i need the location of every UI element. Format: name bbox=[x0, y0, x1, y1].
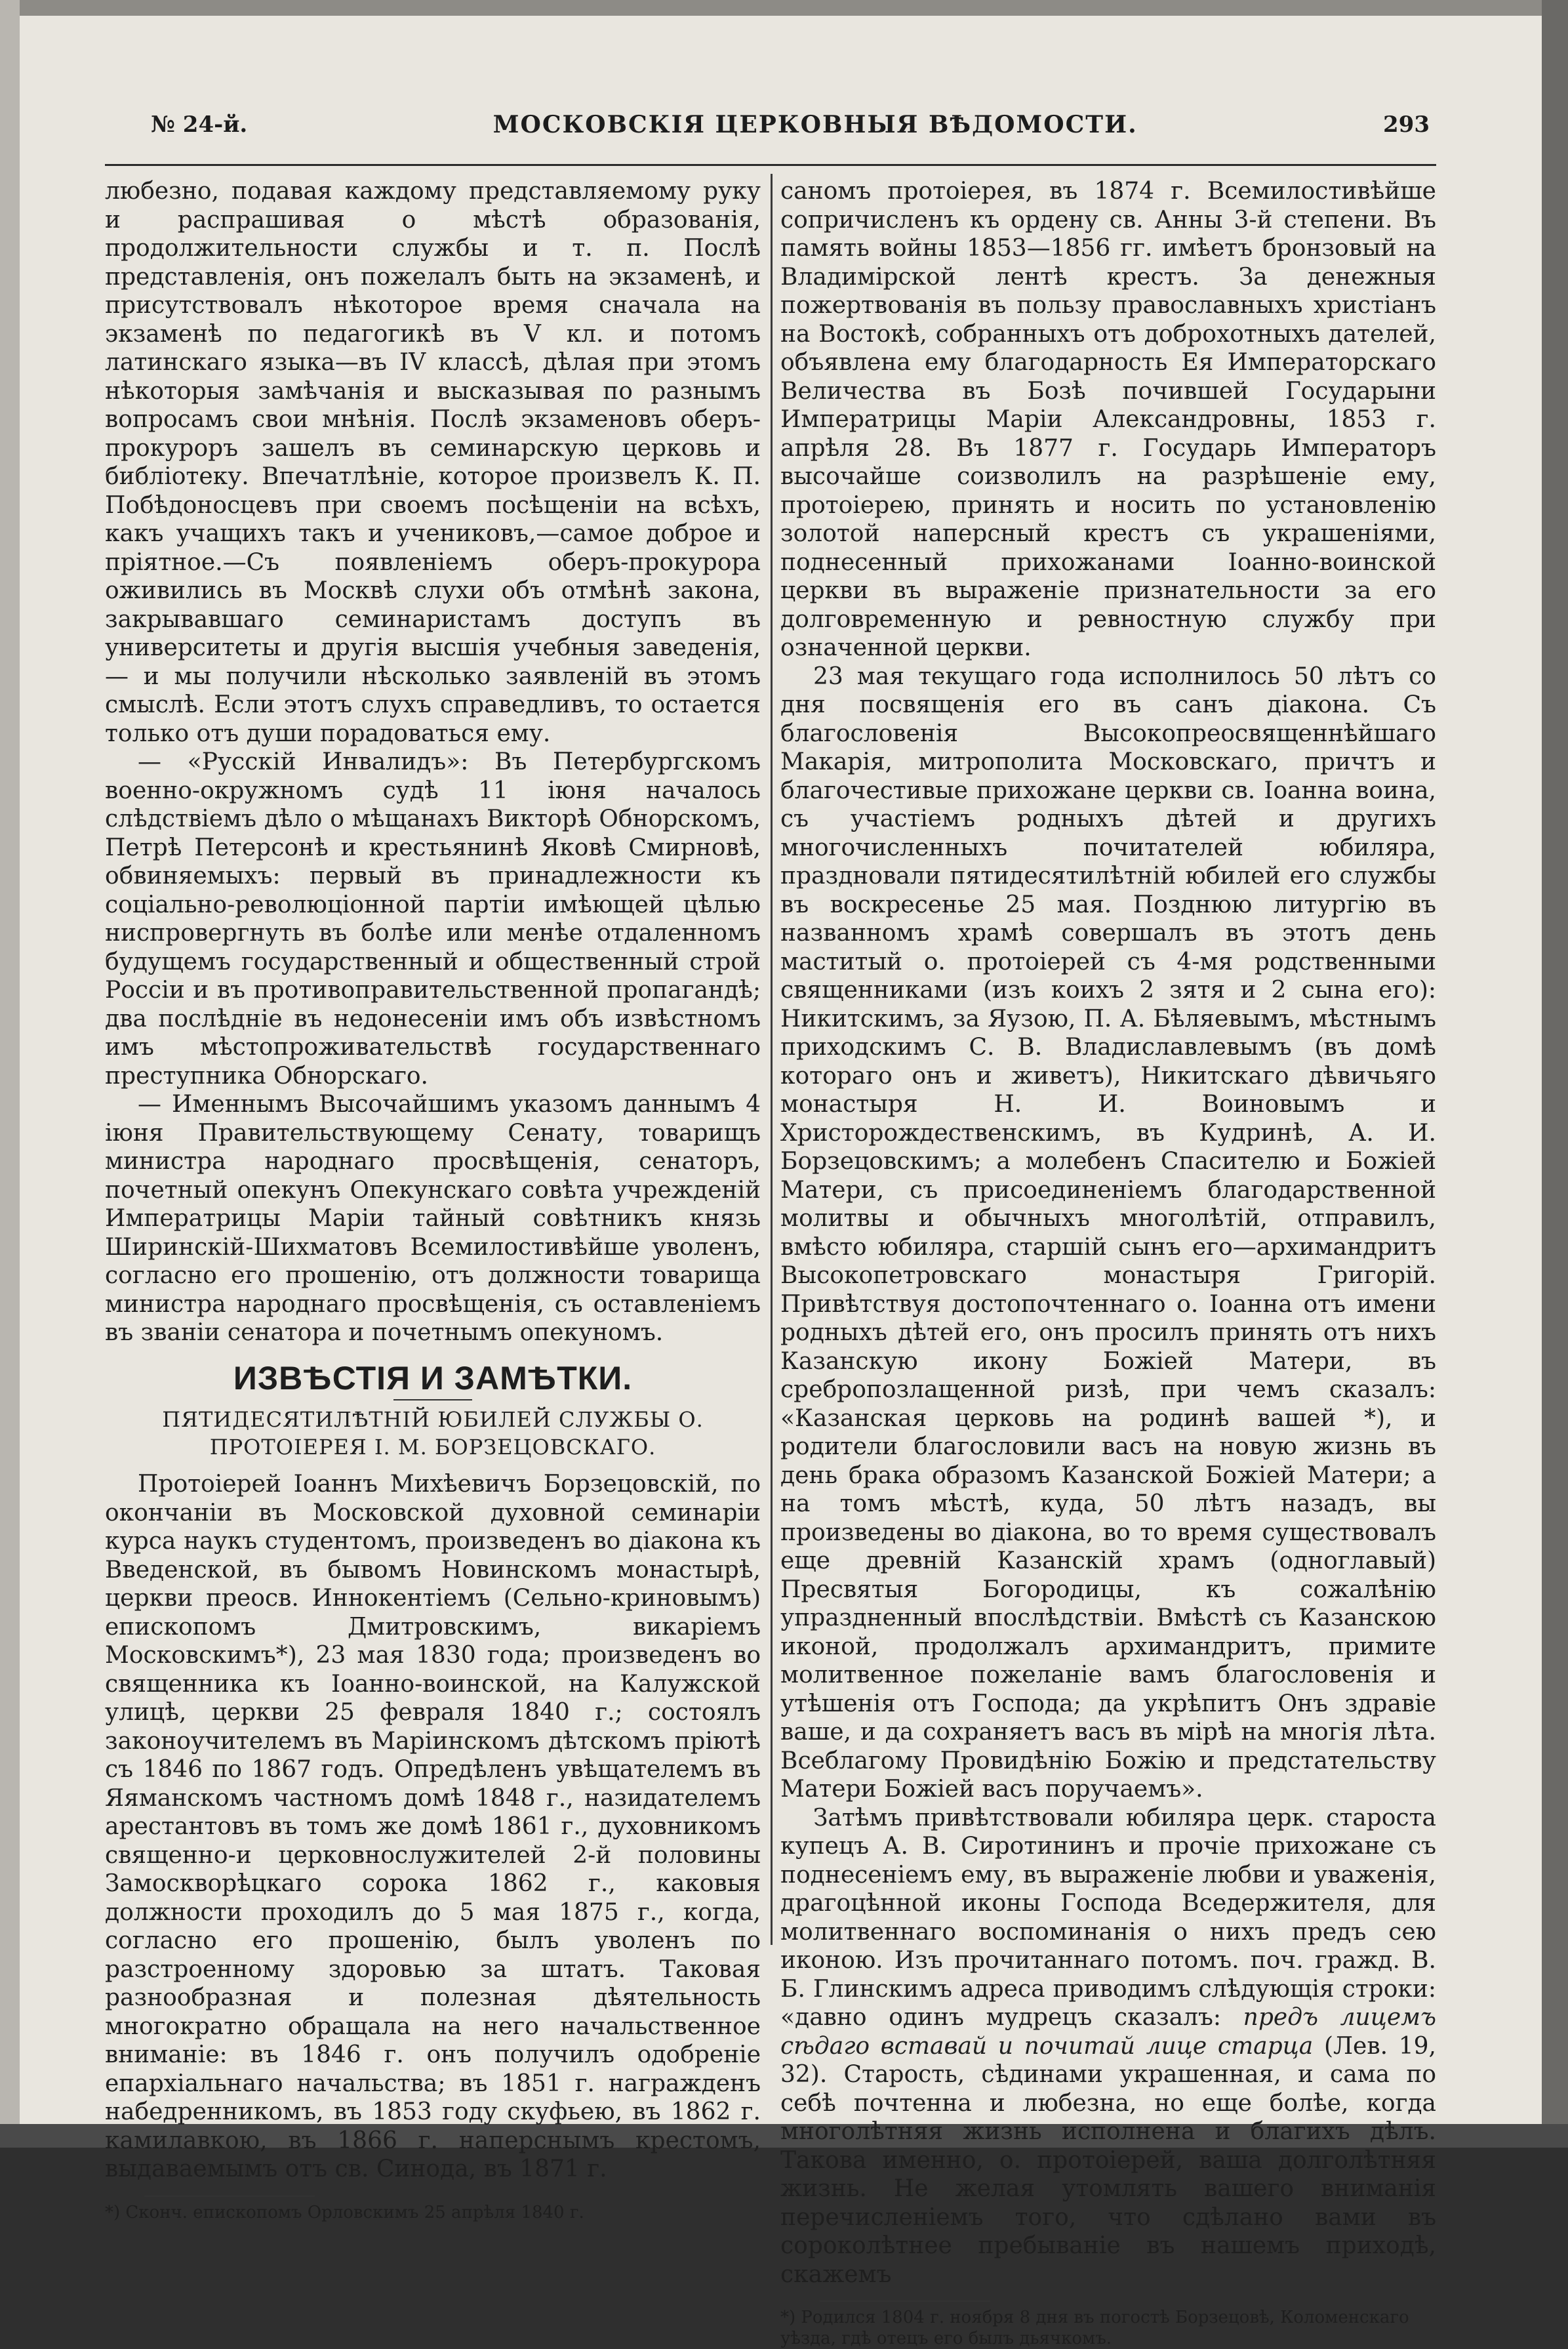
right-paragraph-2: 23 мая текущаго года исполнилось 50 лѣтъ со дня посвященія его въ санъ діакона. Съ благословенія Высокопреосвященнѣйшаго Макарія, митрополита Московскаго, причтъ и благочестивые прихожане церкви св. Іоанна воина, съ участіемъ родныхъ дѣтей и другихъ многочисленныхъ почитателей юбиляра, праздновали пятидесятилѣтній юбилей его службы въ воскресенье 25 мая. Позднюю литургію въ названномъ храмѣ совершалъ въ этотъ день маститый о. протоіерей съ 4-мя родственными священниками (изъ коихъ 2 зятя и 2 сына его): Никитскимъ, за Яузою, П. А. Бѣляевымъ, мѣстнымъ приходскимъ С. В. Владиславлевымъ (въ домѣ котораго онъ и живетъ), Никитскаго дѣвичьяго монастыря Н. И. Воиновымъ и Христорождественскимъ, въ Кудринѣ, А. И. Борзецовскимъ; а молебенъ Спасителю и Божіей Матери, съ присоединеніемъ благодарственной молитвы и обычныхъ многолѣтій, отправилъ, вмѣсто юбиляра, старшій сынъ его—архимандритъ Высокопетровскаго монастыря Григорій. Привѣтствуя достопочтеннаго о. Іоанна отъ имени родныхъ дѣтей его, онъ просилъ принять отъ нихъ Казанскую икону Божіей Матери, въ сребропозлащенной ризѣ, при чемъ сказалъ: «Казанская церковь на родинѣ вашей *), и родители благословили васъ на новую жизнь въ день брака образомъ Казанской Божіей Матери; а на томъ мѣстѣ, куда, 50 лѣтъ назадъ, вы произведены во діакона, во то время существовалъ еще древній Казанскій храмъ (одноглавый) Пресвятыя Богородицы, къ сожалѣнію упраздненный впослѣдствіи. Вмѣстѣ съ Казанскою иконой, продолжалъ архимандритъ, примите молитвенное пожеланіе вамъ благословенія и утѣшенія отъ Господа; да укрѣпитъ Онъ здравіе ваше, и да сохраняетъ васъ въ мірѣ на многія лѣта. Всеблагому Провидѣнію Божію и предстательству Матери Божіей васъ поручаемъ». bbox=[780, 663, 1436, 1803]
header-rule bbox=[105, 164, 1436, 166]
left-paragraph-1: любезно, подавая каждому представляемому руку и распрашивая о мѣстѣ образованія, продолжительности службы и т. п. Послѣ представленія, онъ пожелалъ быть на экзаменѣ, и присутствовалъ нѣкоторое время сначала на экзаменѣ по педагогикѣ въ V кл. и потомъ латинскаго языка—въ IV классѣ, дѣлая при этомъ нѣкоторыя замѣчанія и высказывая по разнымъ вопросамъ свои мнѣнія. Послѣ экзаменовъ оберъ-прокуроръ зашелъ въ семинарскую церковь и библіотеку. Впечатлѣніе, которое произвелъ К. П. Побѣдоносцевъ при своемъ посѣщеніи на всѣхъ, какъ учащихъ такъ и учениковъ,—самое доброе и пріятное.—Съ появленіемъ оберъ-прокурора оживились въ Москвѣ слухи объ отмѣнѣ закона, закрывавшаго семинаристамъ доступъ въ университеты и другія высшія учебныя заведенія, — и мы получили нѣсколько заявленій въ этомъ смыслѣ. Если этотъ слухъ справедливъ, то остается только отъ души порадоваться ему. bbox=[105, 178, 761, 747]
section-title: ИЗВѢСТІЯ И ЗАМѢТКИ. bbox=[233, 1359, 633, 1397]
right-paragraph-3 bbox=[780, 1804, 1436, 2289]
article-title-text: ПЯТИДЕСЯТИЛѢТНІЙ ЮБИЛЕЙ СЛУЖБЫ О. ПРОТОІЕРЕЯ І. М. БОРЗЕЦОВСКАГО. bbox=[162, 1407, 704, 1460]
page-number: 293 bbox=[1383, 112, 1430, 138]
column-divider bbox=[771, 174, 773, 1945]
left-paragraph-3: — Именнымъ Высочайшимъ указомъ даннымъ 4 іюня Правительствующему Сенату, товарищъ министра народнаго просвѣщенія, сенаторъ, почетный опекунъ Опекунскаго совѣта учрежденій Императрицы Маріи тайный совѣтникъ князь Ширинскій-Шихматовъ Всемилостивѣйше уволенъ, согласно его прошенію, отъ должности товарища министра народнаго просвѣщенія, съ оставленіемъ въ званіи сенатора и почетнымъ опекуномъ. bbox=[105, 1091, 761, 1346]
right-footnote: *) Родился 1804 г. ноября 8 дня въ погостѣ Борзецовѣ, Коломенскаго уѣзда, гдѣ отецъ его былъ дьячкомъ. bbox=[780, 2308, 1409, 2348]
issue-number: № 24-й. bbox=[151, 112, 248, 138]
footnote-rule bbox=[144, 2196, 315, 2197]
footnote-rule bbox=[820, 2300, 990, 2302]
left-column bbox=[105, 177, 761, 2223]
right-column bbox=[780, 177, 1436, 2349]
publication-title: МОСКОВСКІЯ ЦЕРКОВНЫЯ ВѢДОМОСТИ. bbox=[493, 111, 1138, 138]
left-paragraph-2: — «Русскій Инвалидъ»: Въ Петербургскомъ военно-окружномъ судѣ 11 іюня началось слѣдствіемъ дѣло о мѣщанахъ Викторѣ Обнорскомъ, Петрѣ Петерсонѣ и крестьянинѣ Яковѣ Смирновѣ, обвиняемыхъ: первый въ принадлежности къ соціально-революціонной партіи имѣющей цѣлью ниспровергнуть въ болѣе или менѣе отдаленномъ будущемъ государственный и общественный строй Россіи и въ противоправительственной пропагандѣ; два послѣдніе въ недонесеніи имъ объ извѣстномъ имъ мѣстопроживательствѣ государственнаго преступника Обнорскаго. bbox=[105, 748, 761, 1090]
title-rule bbox=[393, 1399, 472, 1400]
right-paragraph-3-start: Затѣмъ привѣтствовали юбиляра церк. староста купецъ А. В. Сиротининъ и прочіе прихожане съ поднесеніемъ ему, въ выраженіе любви и уваженія, драгоцѣнной иконы Господа Вседержителя, для молитвеннаго воспоминанія о нихъ предъ сею иконою. Изъ прочитаннаго потомъ. поч. гражд. В. Б. Глинскимъ адреса приводимъ слѣдующія строки: «давно одинъ мудрецъ сказалъ: bbox=[780, 1804, 1436, 2031]
article-title bbox=[105, 1399, 761, 1461]
scan-edge-top bbox=[0, 0, 1568, 16]
scan-edge-right bbox=[1542, 0, 1568, 2148]
right-paragraph-3-end: (Лев. 19, 32). Старость, сѣдинами украшенная, и сама по себѣ почтенна и любезна, но еще болѣе, когда многолѣтняя жизнь исполнена и благихъ дѣлъ. Такова именно, о. протоіерей, ваша долголѣтняя жизнь. Не желая утомлять вашего вниманія перечисленіемъ того, что сдѣлано вами въ сороколѣтнее пребываніе въ нашемъ приходѣ, скажемъ bbox=[780, 2032, 1436, 2288]
scripture-quote: предъ лицемъ сѣдаго вставай и почитай лице старца bbox=[780, 2004, 1437, 2060]
left-paragraph-4: Протоіерей Іоаннъ Михѣевичъ Борзецовскій, по окончаніи въ Московской духовной семинаріи курса наукъ студентомъ, произведенъ во діакона къ Введенской, въ бывомъ Новинскомъ монастырѣ, церкви преосв. Иннокентіемъ (Сельно-криновымъ) епископомъ Дмитровскимъ, викаріемъ Московскимъ*), 23 мая 1830 года; произведенъ во священника къ Іоанно-воинской, на Калужской улицѣ, церкви 25 февраля 1840 г.; состоялъ законоучителемъ въ Маріинскомъ дѣтскомъ пріютѣ съ 1846 по 1867 годъ. Опредѣленъ увѣщателемъ въ Яяманскомъ частномъ домѣ 1848 г., назидателемъ арестантовъ въ томъ же домѣ 1861 г., духовникомъ священно-и церковнослужителей 2-й половины Замоскворѣцкаго сорока 1862 г., каковыя должности проходилъ до 5 мая 1875 г., когда, согласно его прошенію, былъ уволенъ по разстроенному здоровью за штатъ. Таковая разнообразная и полезная дѣятельность многократно обращала на него начальственное вниманіе: въ 1846 г. онъ получилъ одобреніе епархіальнаго начальства; въ 1851 г. награжденъ набедренникомъ, въ 1853 году скуфьею, въ 1862 г. камилавкою, въ 1866 г. наперснымъ крестомъ, выдаваемымъ отъ св. Синода, въ 1871 г. bbox=[105, 1471, 761, 2182]
scan-edge-left bbox=[0, 0, 20, 2148]
left-footnote: *) Сконч. епископомъ Орловскимъ 25 апрѣля 1840 г. bbox=[105, 2202, 584, 2222]
page-header bbox=[151, 105, 1430, 144]
right-paragraph-1: саномъ протоіерея, въ 1874 г. Всемилостивѣйше сопричисленъ къ ордену св. Анны 3-й степени. Въ память войны 1853—1856 гг. имѣетъ бронзовый на Владимірской лентѣ крестъ. За денежныя пожертвованія въ пользу православныхъ христіанъ на Востокѣ, собранныхъ отъ доброхотныхъ дателей, объявлена ему благодарность Ея Императорскаго Величества въ Бозѣ почившей Государыни Императрицы Маріи Александровны, 1853 г. апрѣля 28. Въ 1877 г. Государь Императоръ высочайше соизволилъ на разрѣшеніе ему, протоіерею, принять и носить по установленію золотой наперсный крестъ съ украшеніями, поднесенный прихожанами Іоанно-воинской церкви въ выраженіе признательности за его долговременную и ревностную службу при означенной церкви. bbox=[780, 178, 1436, 661]
